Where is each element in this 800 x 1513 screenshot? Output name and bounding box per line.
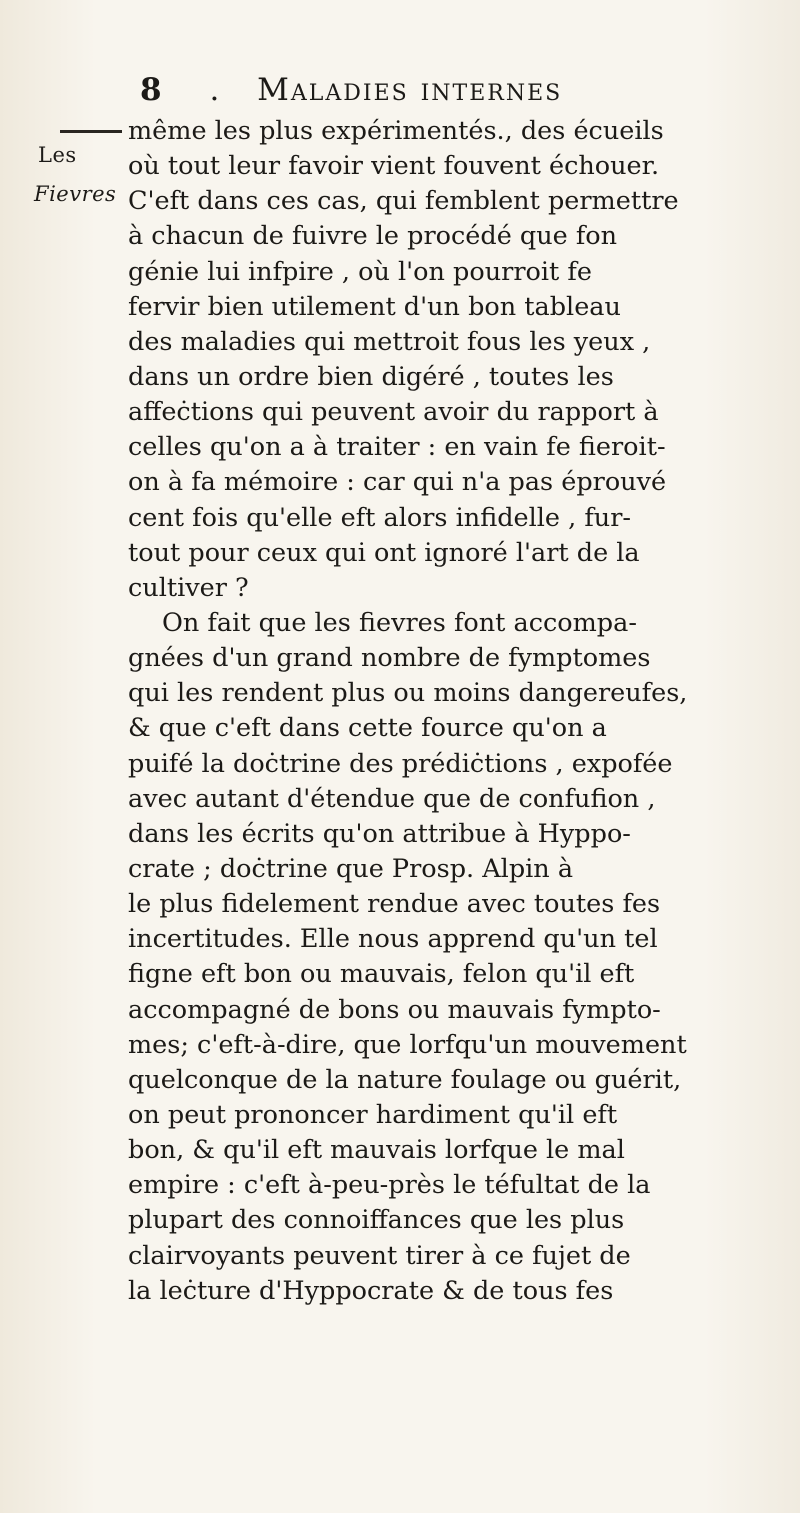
text-line: mes; c'eft-à-dire, que lorfqu'un mouvement [128, 1029, 687, 1060]
text-line: on peut prononcer hardiment qu'il eft [128, 1099, 618, 1130]
text-line: même les plus expérimentés., des écueils [128, 116, 664, 146]
margin-note-fievres: Fievres [34, 182, 117, 206]
text-line: celles qu'on a à traiter : en vain fe fieroit- [128, 432, 666, 463]
text-line: cent fois qu'elle eft alors infidelle , fur- [128, 502, 632, 533]
text-line: incertitudes. Elle nous apprend qu'un tel [128, 924, 658, 955]
text-line: dans les écrits qu'on attribue à Hyppo- [128, 818, 631, 849]
text-line: clairvoyants peuvent tirer à ce fujet de [128, 1240, 631, 1271]
text-line: génie lui infpire , où l'on pourroit fe [128, 256, 592, 287]
text-line: on à fa mémoire : car qui n'a pas éprouvé [128, 467, 667, 498]
text-line: bon, & qu'il eft mauvais lorfque le mal [128, 1135, 625, 1166]
text-line: la leċture d'Hyppocrate & de tous fes [128, 1275, 614, 1306]
text-line: cultiver ? [128, 572, 249, 603]
body-text [128, 114, 758, 1309]
text-line: à chacun de fuivre le procédé que fon [128, 221, 618, 252]
text-line: gnées d'un grand nombre de fymptomes [128, 643, 651, 674]
text-line: fervir bien utilement d'un bon tableau [128, 291, 621, 322]
margin-note-les: Les [38, 143, 77, 167]
page-number: 8 [140, 72, 164, 108]
text-line: & que c'eft dans cette fource qu'on a [128, 713, 607, 744]
text-line: affeċtions qui peuvent avoir du rapport à [128, 397, 659, 428]
text-line: figne eft bon ou mauvais, felon qu'il eft [128, 959, 635, 990]
text-line: dans un ordre bien digéré , toutes les [128, 361, 614, 392]
text-line: avec autant d'étendue que de confufion , [128, 783, 656, 814]
running-title: Maladies internes [257, 72, 563, 108]
paragraph-start-line: On fait que les fievres font accompa- [162, 607, 637, 638]
text-line: tout pour ceux qui ont ignoré l'art de la [128, 537, 640, 568]
text-line: des maladies qui mettroit fous les yeux , [128, 326, 651, 357]
margin-rule [60, 130, 122, 133]
text-line: qui les rendent plus ou moins dangereufes, [128, 678, 688, 709]
text-line: le plus fidelement rendue avec toutes fes [128, 889, 661, 920]
text-line: plupart des connoiffances que les plus [128, 1205, 625, 1236]
text-line: C'eft dans ces cas, qui femblent permettre [128, 186, 679, 217]
text-line: quelconque de la nature foulage ou guérit, [128, 1064, 682, 1095]
text-line: puifé la doċtrine des prédiċtions , expofée [128, 748, 673, 779]
header-separator: . [209, 72, 222, 108]
text-line: empire : c'eft à-peu-près le téfultat de la [128, 1170, 651, 1201]
text-line: où tout leur favoir vient fouvent échouer. [128, 151, 660, 182]
running-header [140, 72, 700, 116]
text-line: crate ; doċtrine que Prosp. Alpin à [128, 853, 574, 884]
text-line: accompagné de bons ou mauvais fympto- [128, 994, 661, 1025]
